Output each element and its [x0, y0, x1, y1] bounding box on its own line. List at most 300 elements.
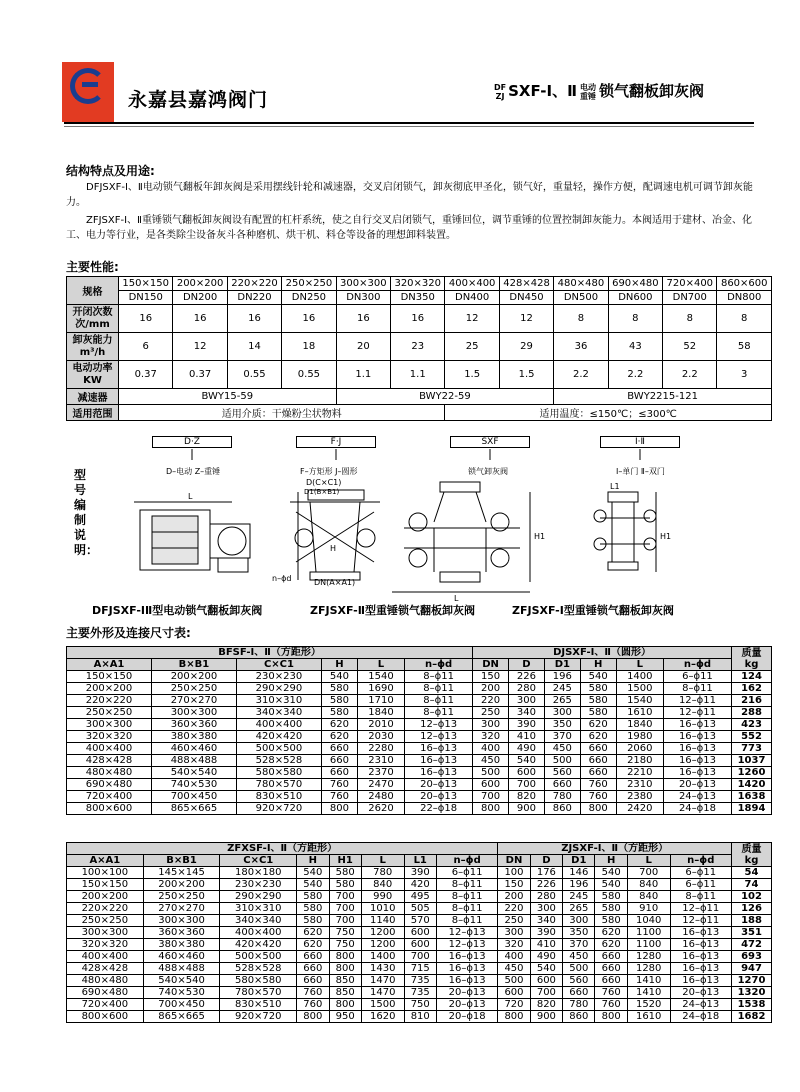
- table-cell: DN700: [663, 291, 717, 305]
- table-cell: B×B1: [143, 855, 220, 867]
- table-cell: C×C1: [220, 855, 297, 867]
- table-cell: 250: [498, 915, 530, 927]
- valve-drawings-svg: [60, 432, 760, 622]
- table-cell: 488×488: [143, 963, 220, 975]
- table-cell: 920×720: [220, 1011, 297, 1023]
- code-box-drive: D·Z: [152, 436, 232, 448]
- table-cell: 300: [530, 903, 562, 915]
- table-cell: 180×180: [220, 867, 297, 879]
- table-cell: 12–ϕ11: [663, 707, 731, 719]
- table-cell: 495: [404, 891, 436, 903]
- table-cell: 860×600: [717, 277, 772, 291]
- table-cell: 6–ϕ11: [436, 867, 497, 879]
- table-cell: 250×250: [67, 707, 152, 719]
- table-cell: B×B1: [151, 659, 236, 671]
- table-cell: 288: [732, 707, 772, 719]
- table-cell: 12: [173, 333, 227, 361]
- table-cell: 20: [336, 333, 390, 361]
- table-cell: n–ϕd: [670, 855, 731, 867]
- table-cell: 600: [530, 975, 562, 987]
- table-cell: 300×300: [67, 719, 152, 731]
- table-cell: DN: [473, 659, 509, 671]
- table-cell: 760: [595, 987, 627, 999]
- table-cell: D: [508, 659, 544, 671]
- table-cell: 250×250: [282, 277, 336, 291]
- table-cell: 8–ϕ11: [405, 671, 473, 683]
- table-cell: 750: [404, 999, 436, 1011]
- table-cell: 16–ϕ13: [663, 719, 731, 731]
- dim-l-3: L: [454, 594, 459, 603]
- table-cell: 760: [580, 779, 616, 791]
- table-cell: 1270: [732, 975, 772, 987]
- table-cell: 卸灰能力 m³/h: [67, 333, 119, 361]
- table-cell: 2380: [616, 791, 663, 803]
- table-cell: DN250: [282, 291, 336, 305]
- table-row: [67, 879, 772, 891]
- note-door: Ⅰ–单门 Ⅱ–双门: [616, 467, 665, 476]
- table-cell: 420×420: [220, 939, 297, 951]
- table-cell: 220: [498, 903, 530, 915]
- table-cell: 16–ϕ13: [670, 939, 731, 951]
- table-cell: 320×320: [67, 731, 152, 743]
- table-cell: 2280: [357, 743, 404, 755]
- table-cell: 580: [580, 683, 616, 695]
- caption-weight-i: ZFJSXF-Ⅰ型重锤锁气翻板卸灰阀: [512, 604, 674, 617]
- table-cell: 620: [321, 731, 357, 743]
- table-cell: 1200: [361, 927, 404, 939]
- table-cell: 620: [297, 939, 329, 951]
- table-cell: 2.2: [608, 361, 662, 389]
- table-cell: 226: [530, 879, 562, 891]
- table-cell: 270×270: [143, 903, 220, 915]
- table-cell: 196: [563, 879, 595, 891]
- diagram-side-label: 型号编制说明：: [74, 468, 99, 557]
- table-cell: 750: [329, 927, 361, 939]
- table-cell: 176: [530, 867, 562, 879]
- table-cell: 480×480: [67, 767, 152, 779]
- table-cell: 700: [473, 791, 509, 803]
- table-cell: 230×230: [220, 879, 297, 891]
- table-cell: 2030: [357, 731, 404, 743]
- table-cell: 24–ϕ13: [663, 791, 731, 803]
- table-cell: 适用范围: [67, 405, 119, 421]
- table-cell: 300×300: [67, 927, 144, 939]
- table-cell: 360×360: [143, 927, 220, 939]
- table-cell: 1420: [732, 779, 772, 791]
- note-drive: D–电动 Z–重锤: [166, 467, 221, 476]
- table-cell: DN: [498, 855, 530, 867]
- table-cell: 16: [173, 305, 227, 333]
- table-cell: 700: [404, 951, 436, 963]
- table-cell: 450: [544, 743, 580, 755]
- table-cell: 850: [329, 975, 361, 987]
- table-cell: H: [297, 855, 329, 867]
- table-cell: 580: [321, 695, 357, 707]
- table-cell: 102: [732, 891, 772, 903]
- table-cell: 2480: [357, 791, 404, 803]
- table-cell: 820: [508, 791, 544, 803]
- table-row: [67, 755, 772, 767]
- table-cell: L: [357, 659, 404, 671]
- table-cell: 600: [404, 927, 436, 939]
- table-cell: 规格: [67, 277, 119, 305]
- table-cell: 780×570: [220, 987, 297, 999]
- table-cell: 1894: [732, 803, 772, 815]
- table-cell: 150×150: [67, 879, 144, 891]
- table-cell: 540: [595, 867, 627, 879]
- table-cell: 600: [498, 987, 530, 999]
- table-cell: 2420: [616, 803, 663, 815]
- table-cell: 660: [297, 951, 329, 963]
- table-cell: 660: [595, 951, 627, 963]
- table-cell: BWY22-59: [336, 389, 554, 405]
- table-cell: 450: [498, 963, 530, 975]
- table-cell: 1840: [616, 719, 663, 731]
- table-cell: 660: [580, 767, 616, 779]
- table-cell: 300×300: [151, 707, 236, 719]
- table-cell: 660: [544, 779, 580, 791]
- table-cell: 2.2: [554, 361, 608, 389]
- table-cell: 2470: [357, 779, 404, 791]
- table-cell: 720×400: [663, 277, 717, 291]
- table-row: [67, 1011, 772, 1023]
- table-cell: 620: [580, 719, 616, 731]
- table-cell: 150×150: [119, 277, 173, 291]
- table-cell: 12: [499, 305, 553, 333]
- table-cell: 16–ϕ13: [436, 963, 497, 975]
- table-cell: 540: [297, 867, 329, 879]
- table-cell: 1410: [627, 987, 670, 999]
- table-cell: 580: [297, 903, 329, 915]
- table-row: [67, 951, 772, 963]
- table-cell: 16: [336, 305, 390, 333]
- table-cell: BWY15-59: [119, 389, 337, 405]
- table-cell: 245: [563, 891, 595, 903]
- table-cell: 12–ϕ11: [663, 695, 731, 707]
- table-cell: 830×510: [236, 791, 321, 803]
- table-cell: 340: [508, 707, 544, 719]
- dimension-table-1: [66, 646, 772, 815]
- table-cell: 660: [595, 975, 627, 987]
- table-cell: 1710: [357, 695, 404, 707]
- table-cell: 660: [297, 963, 329, 975]
- table-cell: 580: [580, 707, 616, 719]
- table-cell: 1610: [627, 1011, 670, 1023]
- table-cell: 300: [508, 695, 544, 707]
- table-row: [67, 891, 772, 903]
- table-cell: 390: [530, 927, 562, 939]
- table-cell: 20–ϕ13: [670, 987, 731, 999]
- table-cell: 380×380: [143, 939, 220, 951]
- table-cell: 620: [321, 719, 357, 731]
- table-cell: 2010: [357, 719, 404, 731]
- table-cell: 16: [391, 305, 445, 333]
- table-cell: 1540: [616, 695, 663, 707]
- table-cell: 552: [732, 731, 772, 743]
- table-cell: H: [595, 855, 627, 867]
- table-cell: DN400: [445, 291, 499, 305]
- table-cell: 660: [580, 755, 616, 767]
- table-cell: 1200: [361, 939, 404, 951]
- table-cell: 16–ϕ13: [663, 767, 731, 779]
- table-cell: A×A1: [67, 855, 144, 867]
- table-cell: 16–ϕ13: [663, 755, 731, 767]
- table-cell: 1690: [357, 683, 404, 695]
- table-cell: 100: [498, 867, 530, 879]
- table-cell: 540: [595, 879, 627, 891]
- performance-heading: 主要性能:: [66, 260, 119, 274]
- table-cell: 400×400: [220, 927, 297, 939]
- table-cell: 20–ϕ13: [436, 999, 497, 1011]
- table-cell: 800: [329, 999, 361, 1011]
- table-row: [67, 791, 772, 803]
- table-cell: 800: [580, 803, 616, 815]
- table-cell: 226: [508, 671, 544, 683]
- table-cell: 500: [473, 767, 509, 779]
- table-cell: 16–ϕ13: [670, 927, 731, 939]
- dim-dn-2: DN(A×A1): [314, 578, 356, 587]
- table-cell: 265: [563, 903, 595, 915]
- dims-header-row: [67, 855, 772, 867]
- code-box-door: Ⅰ·Ⅱ: [600, 436, 680, 448]
- table-cell: 800: [297, 1011, 329, 1023]
- table-cell: 8: [608, 305, 662, 333]
- table-cell: 400: [498, 951, 530, 963]
- table-cell: L1: [404, 855, 436, 867]
- table-cell: 500×500: [220, 951, 297, 963]
- table-cell: 660: [321, 743, 357, 755]
- table-cell: 580: [595, 903, 627, 915]
- table-cell: 700: [329, 915, 361, 927]
- table-cell: 220×220: [227, 277, 281, 291]
- table-cell: 800: [321, 803, 357, 815]
- table-cell: 1.5: [445, 361, 499, 389]
- table-cell: 200×200: [67, 891, 144, 903]
- table-cell: 8–ϕ11: [436, 879, 497, 891]
- table-cell: 540: [580, 671, 616, 683]
- table-cell: 580: [580, 695, 616, 707]
- table-cell: 740×530: [151, 779, 236, 791]
- table-cell: 质量 kg: [732, 843, 772, 867]
- table-cell: L: [361, 855, 404, 867]
- table-cell: 340: [530, 915, 562, 927]
- table-cell: 146: [563, 867, 595, 879]
- table-cell: 700: [530, 987, 562, 999]
- model-main: SXF-Ⅰ、Ⅱ: [508, 82, 577, 100]
- table-cell: 16–ϕ13: [405, 743, 473, 755]
- dim-h1-4: H1: [660, 532, 672, 541]
- table-cell: 500×500: [236, 743, 321, 755]
- table-cell: 52: [663, 333, 717, 361]
- table-cell: 800: [473, 803, 509, 815]
- table-cell: 20–ϕ18: [436, 1011, 497, 1023]
- table-cell: 24–ϕ18: [670, 1011, 731, 1023]
- table-cell: 6–ϕ11: [670, 879, 731, 891]
- table-cell: 488×488: [151, 755, 236, 767]
- table-cell: DN600: [608, 291, 662, 305]
- table-cell: 580×580: [220, 975, 297, 987]
- table-cell: 20–ϕ13: [436, 987, 497, 999]
- table-cell: 560: [563, 975, 595, 987]
- table-cell: 200×200: [143, 879, 220, 891]
- table-cell: 505: [404, 903, 436, 915]
- table-cell: H: [580, 659, 616, 671]
- table-cell: 780: [361, 867, 404, 879]
- table-cell: 865×665: [143, 1011, 220, 1023]
- dimensions-heading: 主要外形及连接尺寸表:: [66, 626, 191, 640]
- table-row: [67, 927, 772, 939]
- table-cell: 540: [530, 963, 562, 975]
- table-cell: 电动功率 KW: [67, 361, 119, 389]
- table-cell: DJSXF-Ⅰ、Ⅱ（圆形）: [473, 647, 732, 659]
- table-cell: 700: [627, 867, 670, 879]
- table-cell: 947: [732, 963, 772, 975]
- table-cell: 500: [498, 975, 530, 987]
- table-cell: 620: [580, 731, 616, 743]
- table-cell: 800: [595, 1011, 627, 1023]
- table-cell: 900: [508, 803, 544, 815]
- table-cell: 320×320: [391, 277, 445, 291]
- table-cell: 780×570: [236, 779, 321, 791]
- table-cell: 16: [282, 305, 336, 333]
- table-cell: 340×340: [220, 915, 297, 927]
- table-row: [67, 743, 772, 755]
- table-cell: DN220: [227, 291, 281, 305]
- table-cell: 860: [563, 1011, 595, 1023]
- table-cell: 660: [580, 743, 616, 755]
- dim-nd-2: n–ϕd: [272, 574, 292, 583]
- table-cell: 760: [580, 791, 616, 803]
- table-cell: 1470: [361, 987, 404, 999]
- dimension-table-2: [66, 842, 772, 1023]
- table-cell: 36: [554, 333, 608, 361]
- table-cell: 8–ϕ11: [405, 695, 473, 707]
- table-cell: 720: [498, 999, 530, 1011]
- table-cell: n–ϕd: [663, 659, 731, 671]
- model-suffix: 锁气翻板卸灰阀: [598, 82, 704, 100]
- table-cell: 410: [508, 731, 544, 743]
- table-cell: 320: [473, 731, 509, 743]
- dim-h1-3: H1: [534, 532, 546, 541]
- table-cell: 24–ϕ13: [670, 999, 731, 1011]
- table-cell: 216: [732, 695, 772, 707]
- table-cell: 660: [321, 767, 357, 779]
- table-cell: 300: [563, 915, 595, 927]
- table-cell: 420×420: [236, 731, 321, 743]
- table-cell: 6–ϕ11: [670, 867, 731, 879]
- table-cell: 12–ϕ13: [436, 927, 497, 939]
- dim-d1-2: D1(B×B1): [304, 488, 340, 496]
- table-cell: 690×480: [67, 779, 152, 791]
- table-cell: 660: [297, 975, 329, 987]
- table-cell: 200: [473, 683, 509, 695]
- table-cell: 适用介质：干燥粉尘状物料: [119, 405, 445, 421]
- table-cell: 250×250: [143, 891, 220, 903]
- table-cell: 700×450: [151, 791, 236, 803]
- table-cell: 690×480: [608, 277, 662, 291]
- table-cell: 580: [321, 683, 357, 695]
- table-row: [67, 915, 772, 927]
- dim-h-2: H: [330, 544, 337, 553]
- table-cell: 380×380: [151, 731, 236, 743]
- table-cell: 600: [508, 767, 544, 779]
- table-row: [67, 939, 772, 951]
- table-cell: 126: [732, 903, 772, 915]
- table-cell: 773: [732, 743, 772, 755]
- table-cell: 20–ϕ13: [405, 791, 473, 803]
- table-cell: 950: [329, 1011, 361, 1023]
- table-cell: 850: [329, 987, 361, 999]
- table-cell: 2210: [616, 767, 663, 779]
- table-cell: 290×290: [236, 683, 321, 695]
- table-cell: 1280: [627, 963, 670, 975]
- table-cell: 12–ϕ13: [405, 731, 473, 743]
- table-cell: 480×480: [67, 975, 144, 987]
- perf-row-dn: [67, 291, 772, 305]
- table-cell: 840: [361, 879, 404, 891]
- table-cell: 290×290: [220, 891, 297, 903]
- table-cell: 200: [498, 891, 530, 903]
- table-cell: 300×300: [336, 277, 390, 291]
- code-box-shape: F·J: [296, 436, 376, 448]
- table-cell: 700: [508, 779, 544, 791]
- dim-d-2: D(C×C1): [306, 478, 342, 487]
- table-cell: 580: [297, 915, 329, 927]
- table-cell: 660: [595, 963, 627, 975]
- table-cell: 340×340: [236, 707, 321, 719]
- table-cell: 220×220: [67, 695, 152, 707]
- table-cell: 8: [554, 305, 608, 333]
- table-cell: 25: [445, 333, 499, 361]
- table-cell: 528×528: [236, 755, 321, 767]
- table-cell: 370: [544, 731, 580, 743]
- table-cell: 0.37: [119, 361, 173, 389]
- table-cell: 1540: [357, 671, 404, 683]
- table-cell: 840: [627, 891, 670, 903]
- table-cell: 14: [227, 333, 281, 361]
- table-cell: n–ϕd: [436, 855, 497, 867]
- table-cell: 1500: [616, 683, 663, 695]
- table-cell: 528×528: [220, 963, 297, 975]
- table-row: [67, 719, 772, 731]
- table-row: [67, 671, 772, 683]
- table-cell: DN350: [391, 291, 445, 305]
- table-cell: 1320: [732, 987, 772, 999]
- table-cell: 20–ϕ13: [663, 779, 731, 791]
- table-cell: 1410: [627, 975, 670, 987]
- table-cell: n–ϕd: [405, 659, 473, 671]
- table-cell: 265: [544, 695, 580, 707]
- table-cell: 700: [329, 903, 361, 915]
- table-cell: 460×460: [143, 951, 220, 963]
- table-cell: 390: [404, 867, 436, 879]
- table-cell: D: [530, 855, 562, 867]
- table-cell: 700×450: [143, 999, 220, 1011]
- table-cell: 16–ϕ13: [436, 951, 497, 963]
- table-cell: 423: [732, 719, 772, 731]
- table-cell: 600: [404, 939, 436, 951]
- table-cell: 适用温度：≤150℃；≤300℃: [445, 405, 772, 421]
- table-cell: 1470: [361, 975, 404, 987]
- table-cell: 29: [499, 333, 553, 361]
- table-cell: 400×400: [445, 277, 499, 291]
- table-cell: 760: [297, 987, 329, 999]
- features-para-1: DFJSXF-Ⅰ、Ⅱ电动锁气翻板年卸灰阀是采用摆线针轮和减速器，交叉启闭锁气，卸灰彻底甲圣化，锁气好，重量轻，操作方便，配调速电机可调节卸灰能力。: [66, 182, 753, 208]
- table-cell: 1040: [627, 915, 670, 927]
- table-cell: 1.1: [391, 361, 445, 389]
- table-row: [67, 975, 772, 987]
- table-cell: 800: [498, 1011, 530, 1023]
